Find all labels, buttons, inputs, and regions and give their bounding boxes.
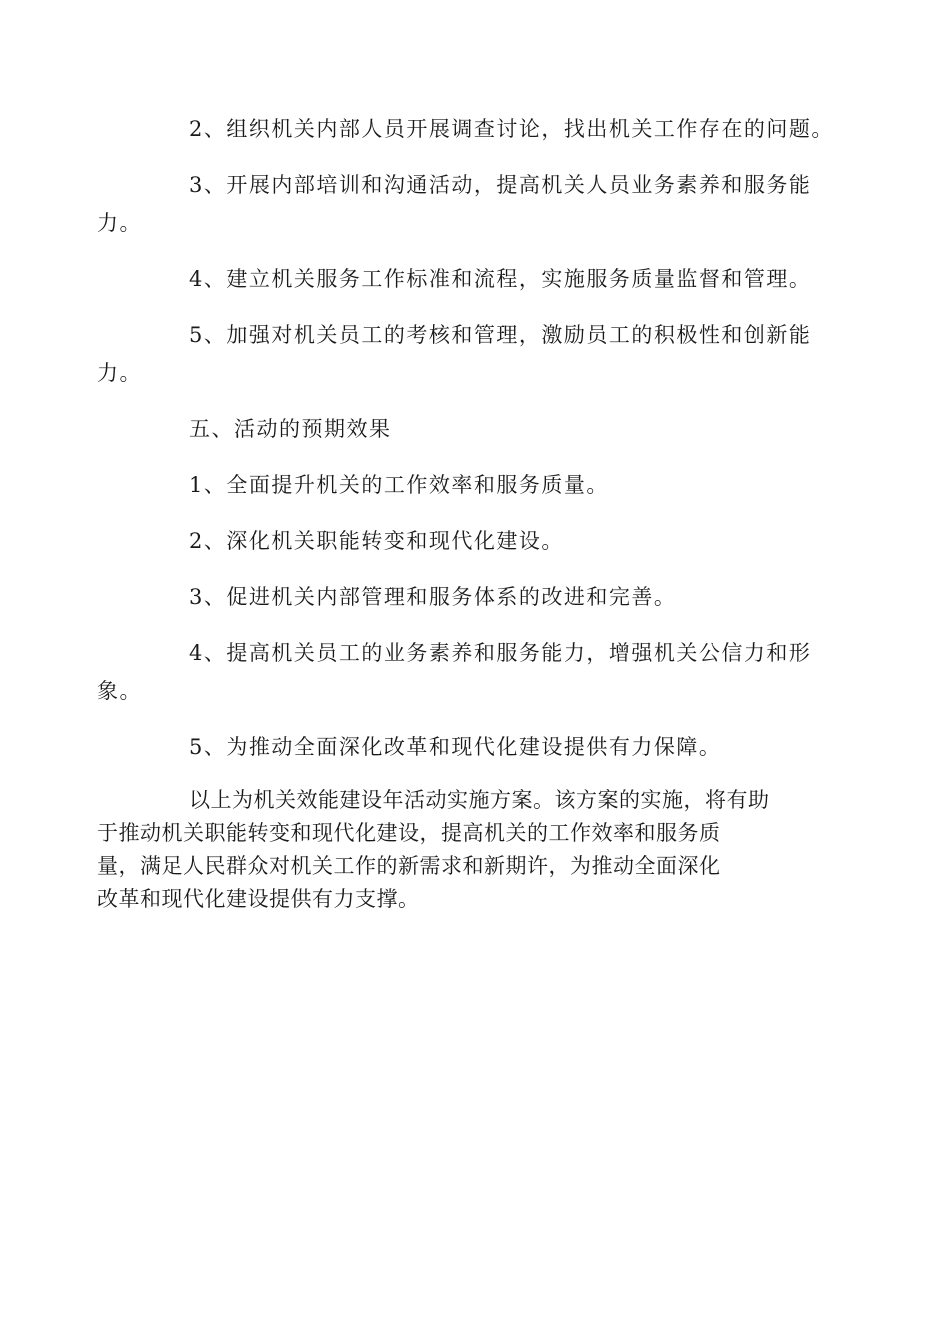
paragraph-measure-3 — [97, 166, 823, 242]
paragraph-line: 4、建立机关服务工作标准和流程，实施服务质量监督和管理。 — [189, 267, 812, 291]
paragraph-line: 力。 — [97, 361, 142, 385]
paragraph-line: 量，满足人民群众对机关工作的新需求和新期许，为推动全面深化 — [97, 854, 721, 878]
paragraph-effect-1 — [143, 466, 823, 504]
paragraph-effect-3 — [143, 578, 823, 616]
paragraph-measure-5 — [97, 316, 823, 392]
paragraph-line: 以上为机关效能建设年活动实施方案。该方案的实施，将有助 — [189, 788, 770, 812]
paragraph-effect-4 — [97, 634, 823, 710]
paragraph-conclusion — [97, 784, 823, 916]
paragraph-line: 象。 — [97, 679, 142, 703]
paragraph-line: 力。 — [97, 211, 142, 235]
paragraph-effect-5 — [143, 728, 823, 766]
paragraph-measure-2 — [143, 110, 834, 148]
paragraph-line: 5、为推动全面深化改革和现代化建设提供有力保障。 — [189, 735, 722, 759]
paragraph-line: 1、全面提升机关的工作效率和服务质量。 — [189, 473, 609, 497]
paragraph-line: 改革和现代化建设提供有力支撑。 — [97, 887, 420, 911]
paragraph-effect-2 — [143, 522, 823, 560]
paragraph-line: 于推动机关职能转变和现代化建设，提高机关的工作效率和服务质 — [97, 821, 721, 845]
paragraph-line: 2、组织机关内部人员开展调查讨论，找出机关工作存在的问题。 — [189, 117, 834, 141]
paragraph-line: 3、促进机关内部管理和服务体系的改进和完善。 — [189, 585, 677, 609]
section-heading — [143, 410, 823, 448]
paragraph-measure-4 — [143, 260, 823, 298]
paragraph-line: 4、提高机关员工的业务素养和服务能力，增强机关公信力和形 — [189, 641, 812, 665]
document-body — [97, 110, 834, 916]
section-heading-text: 五、活动的预期效果 — [189, 417, 392, 441]
paragraph-line: 3、开展内部培训和沟通活动，提高机关人员业务素养和服务能 — [189, 173, 812, 197]
paragraph-line: 5、加强对机关员工的考核和管理，激励员工的积极性和创新能 — [189, 323, 812, 347]
paragraph-line: 2、深化机关职能转变和现代化建设。 — [189, 529, 564, 553]
